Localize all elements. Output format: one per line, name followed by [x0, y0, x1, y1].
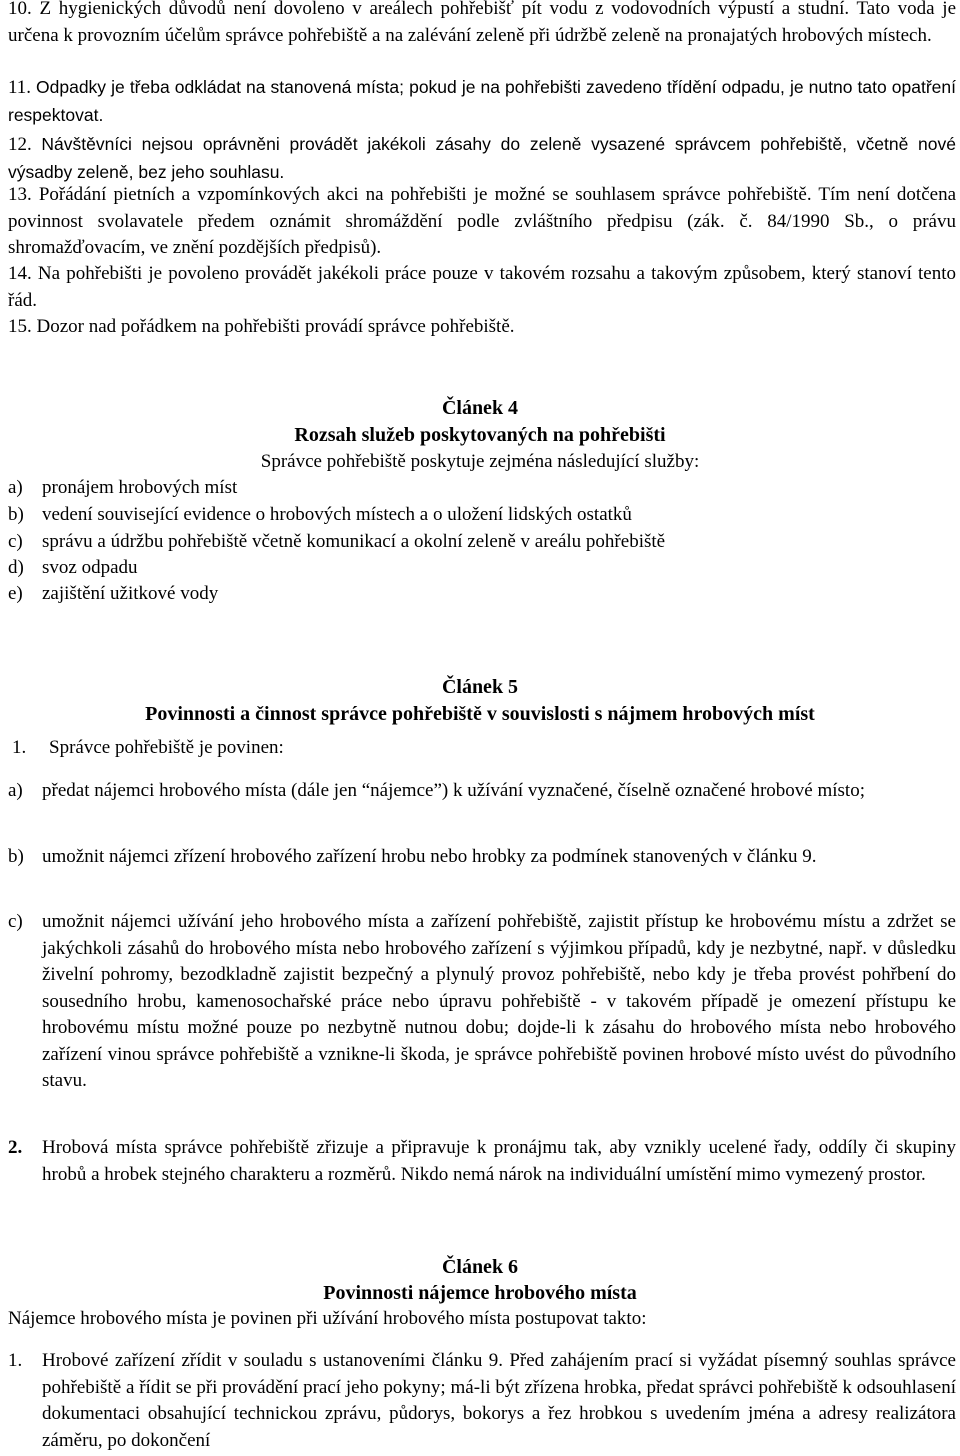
- article-4-number: Článek 4: [441, 397, 519, 419]
- list-label: 1.: [12, 737, 27, 758]
- duty-item-c: [8, 909, 956, 1121]
- article-6-title: Povinnosti nájemce hrobového místa: [323, 1282, 637, 1304]
- list-text: svoz odpadu: [42, 557, 138, 578]
- rule-number: 12.: [8, 134, 32, 155]
- service-item-b: [8, 502, 956, 529]
- service-item-c: [8, 529, 956, 556]
- service-item-a: [8, 475, 956, 502]
- list-text: předat nájemci hrobového místa (dále jen “nájemce”) k užívání vyznačené, číselně označené hrobové místo;: [42, 780, 865, 801]
- list-label: 2.: [8, 1137, 23, 1158]
- rule-item-13: [8, 182, 956, 262]
- rule-item-10: [8, 0, 956, 49]
- list-text: vedení související evidence o hrobových místech a o uložení lidských ostatků: [42, 504, 632, 525]
- rule-text: Dozor nad pořádkem na pohřebišti provádí správce pohřebiště.: [36, 316, 515, 337]
- tenant-duty-item-1: [8, 1348, 956, 1456]
- list-label: c): [8, 531, 23, 552]
- rule-number: 13.: [8, 184, 32, 205]
- article-5-number: Článek 5: [441, 676, 519, 698]
- article-5-point-2: [8, 1135, 956, 1215]
- article-4-title: Rozsah služeb poskytovaných na pohřebišti: [294, 424, 666, 446]
- article-4-intro: Správce pohřebiště poskytuje zejména následující služby:: [260, 451, 700, 472]
- list-text: Správce pohřebiště je povinen:: [49, 737, 284, 758]
- article-6-intro: Nájemce hrobového místa je povinen při užívání hrobového místa postupovat takto:: [8, 1308, 647, 1329]
- rule-text: Pořádání pietních a vzpomínkových akci na pohřebišti je možné se souhlasem správce pohřebiště. Tím není dotčena povinnost svolavatele předem oznámit shromáždění podle zvláštního předpisu (zák. č. 84/1990 Sb., o právu shromažďovacím, ve znění pozdějších předpisů).: [8, 184, 957, 258]
- list-label: a): [8, 780, 23, 801]
- list-label: b): [8, 504, 24, 525]
- list-text: správu a údržbu pohřebiště včetně komunikací a okolní zeleně v areálu pohřebiště: [42, 531, 666, 552]
- rule-text: Z hygienických důvodů není dovoleno v areálech pohřebišť pít vodu z vodovodních výpustí a studní. Tato voda je určena k provozním účelům správce pohřebiště a na zalévání zeleně při údržbě zeleně na pronajatých hrobových místech.: [8, 0, 957, 46]
- list-label: 1.: [8, 1350, 23, 1371]
- list-label: b): [8, 846, 24, 867]
- service-item-d: [8, 555, 956, 582]
- list-label: a): [8, 477, 23, 498]
- duty-item-a: [8, 778, 956, 832]
- article-5-title: Povinnosti a činnost správce pohřebiště v souvislosti s nájmem hrobových míst: [145, 703, 815, 725]
- list-label: c): [8, 911, 23, 932]
- list-text: umožnit nájemci zřízení hrobového zařízení hrobu nebo hrobky za podmínek stanovených v článku 9.: [42, 846, 817, 867]
- rule-item-11: [8, 74, 956, 129]
- rule-item-12: [8, 131, 956, 186]
- rule-text: Na pohřebišti je povoleno provádět jakékoli práce pouze v takovém rozsahu a takovým způsobem, který stanoví tento řád.: [8, 263, 957, 311]
- rule-text: Návštěvníci nejsou oprávněni provádět jakékoli zásahy do zeleně vysazené správcem pohřebiště, včetně nové výsadby zeleně, bez jeho souhlasu.: [8, 134, 956, 182]
- list-text: Hrobové zařízení zřídit v souladu s ustanoveními článku 9. Před zahájením prací si vyžádat písemný souhlas správce pohřebiště a řídit se při provádění prací jeho pokyny; má-li být zřízena hrobka, předat správci pohřebiště k odsouhlasení dokumentaci obsahující technickou zprávu, půdorys, bokorys a řez hrobkou s uvedením jména a adresy realizátora záměru, po dokončení: [42, 1350, 956, 1451]
- service-item-e: [8, 581, 956, 608]
- rule-item-14: [8, 261, 956, 314]
- list-label: e): [8, 583, 23, 604]
- list-text: umožnit nájemci užívání jeho hrobového místa a zařízení pohřebiště, zajistit přístup ke hrobovému místu a zdržet se jakýchkoli zásahů do hrobového místa nebo hrobového zařízení s výjimkou případů, kdy je nezbytné, např. v důsledku živelní pohromy, bezodkladně zajistit bezpečný a plynulý provoz pohřebiště, nebo kdy je třeba provést pohřbení do sousedního hrobu, kamenosochařské práce nebo úpravu pohřebiště - v takovém případě je omezení přístupu ke hrobovému místu možné pouze po nezbytně nutnou dobu; dojde-li k zásahu do hrobového místa nebo hrobového zařízení vinou správce pohřebiště a vznikne-li škoda, je správce pohřebiště povinen hrobové místo uvést do původního stavu.: [42, 911, 956, 1091]
- list-label: d): [8, 557, 24, 578]
- rule-number: 15.: [8, 316, 32, 337]
- rule-number: 11.: [8, 77, 32, 98]
- rule-text: Odpadky je třeba odkládat na stanovená místa; pokud je na pohřebišti zavedeno třídění odpadu, je nutno tato opatření respektovat.: [8, 77, 957, 125]
- article-6-number: Článek 6: [441, 1256, 519, 1278]
- rule-number: 10.: [8, 0, 32, 19]
- article-5-point-1: [12, 735, 960, 762]
- rule-item-15: [8, 314, 956, 341]
- list-text: Hrobová místa správce pohřebiště zřizuje a připravuje k pronájmu tak, aby vznikly ucelené řady, oddíly či skupiny hrobů a hrobek stejného charakteru a rozměrů. Nikdo nemá nárok na individuální umístění mimo vymezený prostor.: [42, 1137, 956, 1185]
- list-text: zajištění užitkové vody: [42, 583, 219, 604]
- duty-item-b: [8, 844, 956, 898]
- list-text: pronájem hrobových míst: [42, 477, 238, 498]
- rule-number: 14.: [8, 263, 32, 284]
